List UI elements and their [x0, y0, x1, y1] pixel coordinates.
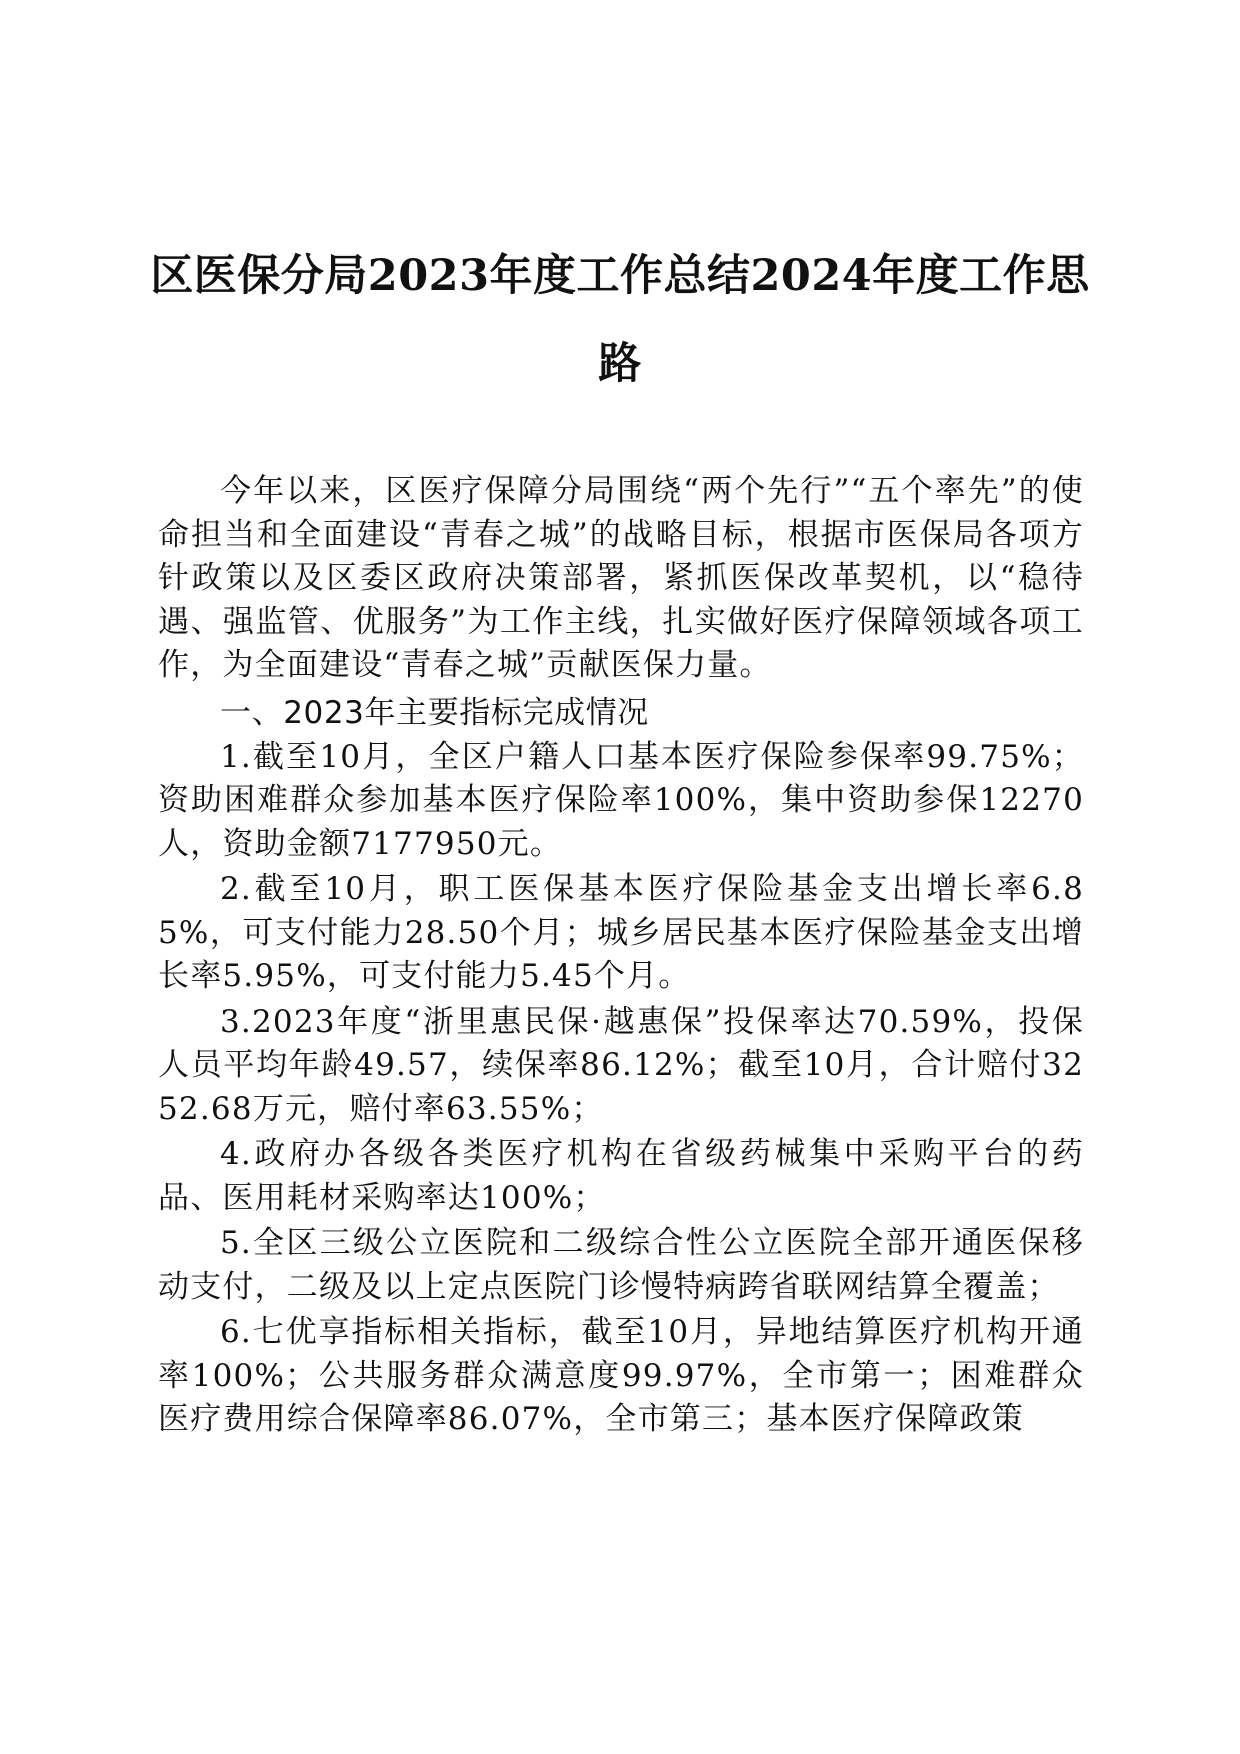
- list-item: 3.2023年度“浙里惠民保·越惠保”投保率达70.59%，投保人员平均年龄49.57，续保率86.12%；截至10月，合计赔付3252.68万元，赔付率63.55%；: [158, 1003, 1084, 1127]
- section-heading: 一、2023年主要指标完成情况: [220, 694, 649, 731]
- list-item: 2.截至10月，职工医保基本医疗保险基金支出增长率6.85%，可支付能力28.50个月；城乡居民基本医疗保险基金支出增长率5.95%，可支付能力5.45个月。: [158, 871, 1084, 994]
- list-item: 1.截至10月，全区户籍人口基本医疗保险参保率99.75%；资助困难群众参加基本医疗保险率100%，集中资助参保12270人，资助金额7177950元。: [158, 738, 1084, 862]
- document-title: 区医保分局2023年度工作总结2024年度工作思路: [150, 251, 1090, 389]
- list-item: 4.政府办各级各类医疗机构在省级药械集中采购平台的药品、医用耗材采购率达100%；: [158, 1136, 1084, 1216]
- intro-paragraph: 今年以来，区医疗保障分局围绕“两个先行”“五个率先”的使命担当和全面建设“青春之城”的战略目标，根据市医保局各项方针政策以及区委区政府决策部署，紧抓医保改革契机，以“稳待遇、强监管、优服务”为工作主线，扎实做好医疗保障领域各项工作，为全面建设“青春之城”贡献医保力量。: [158, 473, 1084, 683]
- document-body: [158, 470, 1084, 1444]
- list-item: 5.全区三级公立医院和二级综合性公立医院全部开通医保移动支付，二级及以上定点医院门诊慢特病跨省联网结算全覆盖；: [158, 1225, 1084, 1305]
- list-item: 6.七优享指标相关指标，截至10月，异地结算医疗机构开通率100%；公共服务群众满意度99.97%，全市第一；困难群众医疗费用综合保障率86.07%，全市第三；基本医疗保障政策: [158, 1314, 1084, 1437]
